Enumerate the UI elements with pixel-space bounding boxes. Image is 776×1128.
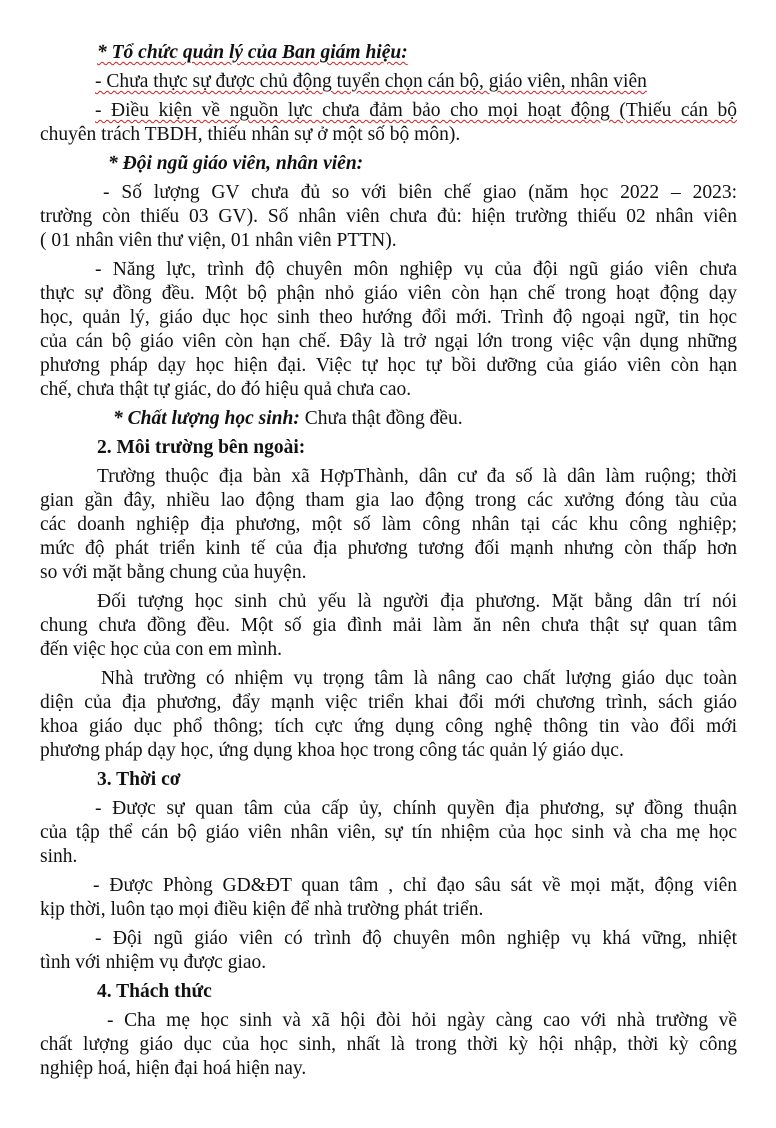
line-text: kịp thời, luôn tạo mọi điều kiện để nhà trường phát triển. [40,899,484,920]
text-line [40,927,737,951]
text-line [40,874,737,898]
line-text: * Tổ chức quản lý của Ban giám hiệu: [97,42,408,63]
line-text: của cán bộ giáo viên còn hạn chế. Đây là trở ngại lớn trong việc vận dụng những [40,331,737,352]
text-line [40,513,737,537]
line-text: - Được sự quan tâm của cấp ủy, chính quyền địa phương, sự đồng thuận [95,798,737,819]
text-line [40,330,737,354]
text-line [40,70,737,94]
line-text: thực sự đồng đều. Một bộ phận nhỏ giáo viên còn hạn chế trong hoạt động dạy [40,283,737,304]
line-text: phương pháp dạy học hiện đại. Việc tự học tự bồi dưỡng của giáo viên còn hạn [40,355,737,376]
text-line [40,614,737,638]
line-text: 2. Môi trường bên ngoài: [97,437,306,458]
text-line [40,229,737,253]
text-line [40,306,737,330]
section-heading [40,436,737,460]
text-line [40,41,737,65]
line-text: - Năng lực, trình độ chuyên môn nghiệp vụ của đội ngũ giáo viên chưa [95,259,737,280]
line-text: của tập thể cán bộ giáo viên nhân viên, sự tín nhiệm của học sinh và cha mẹ học [40,822,737,843]
text-line [40,181,737,205]
text-line [40,537,737,561]
paragraph [40,927,737,975]
line-text: các doanh nghiệp địa phương, một số làm công nhân tại các khu công nghiệp; [40,514,737,535]
line-text: học, quản lý, giáo dục học sinh theo hướng đổi mới. Trình độ ngoại ngữ, tin học [40,307,737,328]
text-line [40,768,737,792]
paragraph [40,874,737,922]
text-line [40,715,737,739]
line-text: gian gần đây, nhiều lao động tham gia lao động trong các xưởng đóng tàu của [40,490,737,511]
text-line [40,99,737,123]
line-text: chuyên trách TBDH, thiếu nhân sự ở một số bộ môn). [40,124,461,145]
paragraph [40,465,737,585]
text-line [40,123,737,147]
line-text: Trường thuộc địa bàn xã HợpThành, dân cư đa số là dân làm ruộng; thời [97,466,737,487]
line-text: Nhà trường có nhiệm vụ trọng tâm là nâng cao chất lượng giáo dục toàn [101,668,737,689]
line-text: * Đội ngũ giáo viên, nhân viên: [108,153,364,174]
line-text: trường còn thiếu 03 GV). Số nhân viên chưa đủ: hiện trường thiếu 02 nhân viên [40,206,737,227]
text-line [40,561,737,585]
section-heading [40,768,737,792]
paragraph [40,258,737,402]
paragraph [40,70,737,94]
paragraph [40,99,737,147]
text-line [40,282,737,306]
line-text: nghiệp hoá, hiện đại hoá hiện nay. [40,1058,307,1079]
line-text: sinh. [40,846,78,867]
text-line [40,1009,737,1033]
line-text: khoa giáo dục phổ thông; tích cực ứng dụng công nghệ thông tin vào đổi mới [40,716,737,737]
text-line [40,845,737,869]
line-text: - Điều kiện về nguồn lực chưa đảm bảo cho mọi hoạt động (Thiếu cán bộ [95,100,737,121]
line-text: - Chưa thực sự được chủ động tuyển chọn cán bộ, giáo viên, nhân viên [95,71,647,92]
line-text: Đối tượng học sinh chủ yếu là người địa phương. Mặt bằng dân trí nói [97,591,737,612]
paragraph [40,667,737,763]
text-line [40,590,737,614]
paragraph [40,590,737,662]
line-text: đến việc học của con em mình. [40,639,283,660]
text-line [40,1033,737,1057]
line-text: chế, chưa thật tự giác, do đó hiệu quả chưa cao. [40,379,412,400]
line-text: chung chưa đồng đều. Một số gia đình mải làm ăn nên chưa thật sự quan tâm [40,615,737,636]
inline-label: * Chất lượng học sinh: [113,408,300,429]
document-body [40,36,737,1081]
line-text: mức độ phát triển kinh tế của địa phương tương đối mạnh nhưng còn thấp hơn [40,538,737,559]
line-text: diện của địa phương, đẩy mạnh việc triển khai đổi mới chương trình, sách giáo [40,692,737,713]
line-text: 3. Thời cơ [97,769,181,790]
text-line [40,638,737,662]
paragraph [40,407,737,431]
line-text: - Được Phòng GD&ĐT quan tâm , chỉ đạo sâu sát về mọi mặt, động viên [93,875,737,896]
text-line [40,152,737,176]
text-line [40,489,737,513]
section-heading [40,152,737,176]
paragraph [40,797,737,869]
line-text: 4. Thách thức [97,981,212,1002]
text-line [40,354,737,378]
line-text: - Đội ngũ giáo viên có trình độ chuyên môn nghiệp vụ khá vững, nhiệt [95,928,737,949]
line-text: - Cha mẹ học sinh và xã hội đòi hỏi ngày càng cao với nhà trường về [107,1010,737,1031]
line-text: chất lượng giáo dục của học sinh, nhất là trong thời kỳ hội nhập, thời kỳ công [40,1034,737,1055]
line-text: Chưa thật đồng đều. [299,408,463,429]
section-heading [40,980,737,1004]
text-line [40,667,737,691]
line-text: - Số lượng GV chưa đủ so với biên chế giao (năm học 2022 – 2023: [103,182,737,203]
text-line [40,691,737,715]
text-line [40,797,737,821]
line-text: tình với nhiệm vụ được giao. [40,952,267,973]
text-line [40,980,737,1004]
text-line [40,739,737,763]
line-text: so với mặt bằng chung của huyện. [40,562,307,583]
section-heading [40,41,737,65]
text-line [40,821,737,845]
text-line [40,898,737,922]
paragraph [40,1009,737,1081]
text-line [40,465,737,489]
paragraph [40,181,737,253]
text-line [40,436,737,460]
text-line [40,205,737,229]
line-text: ( 01 nhân viên thư viện, 01 nhân viên PTTN). [40,230,397,251]
text-line [40,951,737,975]
text-line [40,1057,737,1081]
text-line [40,258,737,282]
line-text: phương pháp dạy học, ứng dụng khoa học trong công tác quản lý giáo dục. [40,740,624,761]
text-line [40,378,737,402]
text-line [40,407,737,431]
